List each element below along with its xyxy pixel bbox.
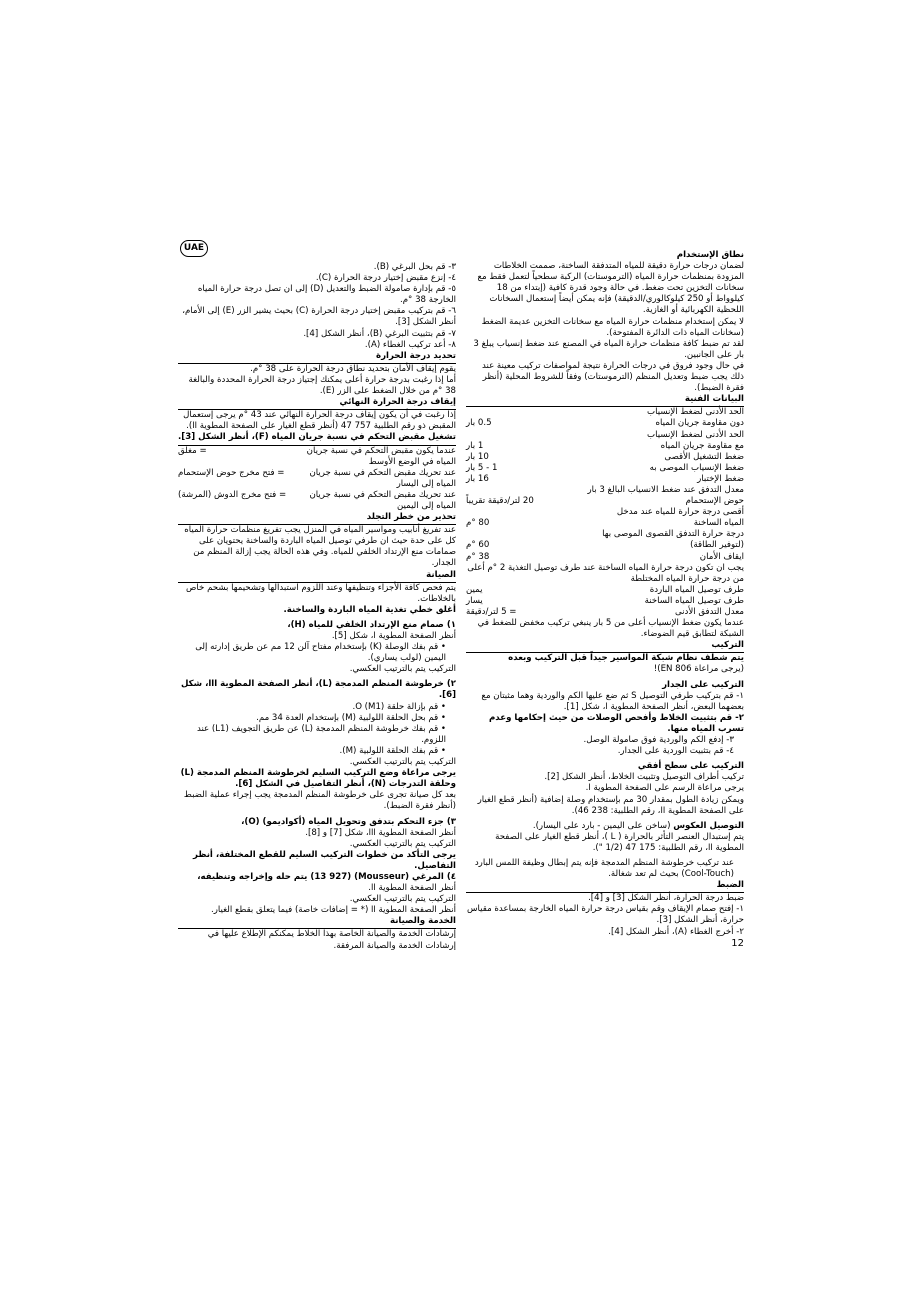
m1-text: التركيب يتم بالترتيب العكسي. xyxy=(349,664,456,675)
adjust-step: ٣- قم بحل البرغي (B). xyxy=(373,262,456,272)
tech-data-value xyxy=(466,529,556,540)
m4-title: ٤) المرغي (Mousseur) (13 927) يتم حله وإخراجه وتنظيفه، xyxy=(197,871,456,882)
tech-data-label: أقصى درجة حرارة للمياه عند مدخل xyxy=(616,507,744,518)
tech-data-value: يسار xyxy=(466,595,483,606)
m2-text: • قم بفك خرطوشة المنظم المدمجة (L) عن طريق التجويف (L1) عند اللزوم. xyxy=(196,723,446,745)
tech-data-label: طرف توصيل المياه الساخنة xyxy=(644,595,744,606)
reverse-title: التوصيل العكوس xyxy=(673,820,744,831)
wall-step: ٤- قم بتثبيت الوردية على الجدار. xyxy=(617,746,734,757)
m1-title: ١) صمام منع الإرتداد الخلفي للمياه (H)، xyxy=(287,619,456,630)
flow-option-result: = فتح مخرج حوض الإستحمام xyxy=(178,467,285,478)
tech-data-value: يمين xyxy=(466,584,483,595)
adjust-step: ٥- قم بإدارة صامولة الضبط والتعديل (D) إلى ان تصل درجة حرارة المياه الخارجة 38 °م. xyxy=(197,284,456,306)
cool-touch-note: عند تركيب خرطوشة المنظم المدمجة فإنه يتم إبطال وظيفة اللمس البارد (Cool-Touch) بحيث لم تعد شغالة. xyxy=(474,857,734,880)
tech-note: عندما يكون ضغط الإنسياب أعلى من 5 بار ينبغي تركيب مخفض للضغط في الشبكة لتطابق قيم الضوضاء. xyxy=(477,618,744,640)
wall-step: ١- قم بتركيب طرفي التوصيل S ثم ضع عليها الكم والوردية وهما مثبتان مع بعضهما البعض، أنظر الصفحة المطوية ا، شكل [1]. xyxy=(481,690,744,712)
tech-data-value: 1 بار xyxy=(466,440,484,451)
tech-data-row xyxy=(466,496,744,507)
scope-title: نطاق الإستخدام xyxy=(676,250,744,260)
flow-option xyxy=(178,490,456,512)
m3-note: يرجى التأكد من خطوات التركيب السليم للقطع المختلفة، أنظر التفاصيل. xyxy=(192,849,456,871)
flow-option xyxy=(178,468,456,490)
tech-data-label: ضغط التشغيل الأقصى xyxy=(664,451,744,462)
tech-data-row xyxy=(466,529,744,540)
tech-data-value xyxy=(466,507,556,518)
tech-data-label: ايقاف الأمان xyxy=(699,551,744,562)
flat-text: تركيب أطراف التوصيل وتثبيت الخلاط، أنظر الشكل [2]. xyxy=(544,772,744,783)
service-text: إرشادات الخدمة والصيانة الخاصة بهذا الخلاط يمكنكم الإطلاع عليها في إرشادات الخدمة والصيانة المرفقة. xyxy=(207,929,456,951)
m2-text: • قم بفك الحلقة اللولبية (M). xyxy=(339,745,446,756)
tech-data-value: = 5 لتر/دقيقة xyxy=(466,607,517,617)
adjust-step: ٧- قم بتثبيت البرغي (B)، أنظر الشكل [4]. xyxy=(303,328,456,339)
reverse-text: يتم إستبدال العنصر التأثر بالحرارة ( L )، أنظر قطع الغيار على الصفحة المطوية اا، رقم الطلبية: 175 47 (1/2 "). xyxy=(495,831,744,853)
flow-title: تشغيل مقبض التحكم في نسبة جريان المياه (F)، أنظر الشكل [3]. xyxy=(178,432,456,445)
tech-data-value: 1 - 5 بار xyxy=(466,462,498,473)
tech-data-label: الحد الأدنى لضغط الإنسياب xyxy=(647,429,744,440)
adjust-step: ٨- أعد تركيب الغطاء (A). xyxy=(364,339,456,350)
tech-data-label: حوض الإستحمام xyxy=(685,496,744,507)
adjust-step: ٤- إنزع مقبض إختيار درجة الحرارة (C). xyxy=(315,273,456,284)
right-column xyxy=(466,250,744,949)
uae-badge: UAE xyxy=(180,240,208,257)
tech-data-value: 10 بار xyxy=(466,451,489,462)
tech-data-row xyxy=(466,607,744,618)
install-norm: (يرجى مراعاة EN 806)! xyxy=(653,664,744,675)
m2-text: • قم بحل الحلقة اللولبية (M) بإستخدام العدة 34 مم. xyxy=(256,712,446,723)
tech-data-label: دون مقاومة جريان المياه xyxy=(655,418,744,429)
tech-data-label: طرف توصيل المياه الباردة xyxy=(649,584,744,595)
m1-text: أنظر الصفحة المطوية ا، شكل [5]. xyxy=(331,631,456,641)
temp-limit-text: يقوم إيقاف الأمان بتحديد نطاق درجة الحرارة على 38 °م. xyxy=(250,363,456,374)
install-title: التركيب xyxy=(466,640,744,653)
tech-data-value: 0.5 بار xyxy=(466,418,492,429)
m3-title: ٣) جزء التحكم بتدفق وتحويل المياه (أكواديمو) (O)، xyxy=(241,816,456,827)
maintenance-text: يتم فحص كافة الأجزاء وتنظيفها وعند اللزوم استبدالها وتشحيمها بشحم خاص بالخلاطات. xyxy=(186,582,456,604)
tech-data-value: 20 لتر/دقيقة تقريباً xyxy=(466,496,534,507)
final-stop-title: إيقاف درجة الحرارة النهائي xyxy=(178,397,456,410)
scope-paragraph: لا يمكن إستخدام منظمات حرارة المياه مع سخانات التخزين عديمة الضغط (سخانات المياه ذات الدائرة المفتوحة). xyxy=(481,316,744,338)
tech-data-table xyxy=(466,407,744,562)
adjust-title: الضبط xyxy=(466,880,744,893)
service-title: الخدمة والصيانة xyxy=(178,916,456,929)
tech-data-table-2 xyxy=(466,585,744,618)
tech-data-label: الحد الأدنى لضغط الإنسياب xyxy=(647,407,744,418)
flow-option-result: = مغلق xyxy=(178,445,207,456)
page-number: 12 xyxy=(731,937,744,949)
scope-paragraph: في حال وجود فروق في درجات الحرارة نتيجة لمواصفات تركيب معينة عند ذلك يجب ضبط وتعديل المنظم (الترموستات) وفقاً للشروط المحلية (أنظر فقرة الضبط). xyxy=(481,360,744,394)
flow-option-desc: عند تحريك مقبض التحكم في نسبة جريان المياه إلى اليمين xyxy=(309,489,456,511)
final-stop-text: إذا رغبت في أن يكون إيقاف درجة الحرارة النهائي عند 43 °م يرجى إستعمال المقبض ذو رقم الطلبية 757 47 (أنظر قطع الغيار على الصفحة المطوية اا). xyxy=(183,410,456,432)
flow-option-desc: عند تحريك مقبض التحكم في نسبة جريان المياه إلى اليسار xyxy=(309,467,456,489)
flat-title: التركيب على سطح أفقي xyxy=(637,761,744,772)
m2-text: • قم بإزالة حلقة O (M1). xyxy=(352,701,446,712)
adjust-step: ٢- أخرج الغطاء (A)، أنظر الشكل [4]. xyxy=(608,926,744,937)
tech-data-label: معدل التدفق الأدنى xyxy=(674,607,744,617)
m2-title: ٢) خرطوشة المنظم المدمجة (L)، أنظر الصفحة المطوية ااا، شكل [6]. xyxy=(180,679,456,701)
freeze-text: عند تفريغ أنابيب ومواسير المياه في المنزل يجب تفريغ منظمات حرارة المياه كل على حدة حيث ان طرفي توصيل المياه الباردة والساخنة يحتويان على صمامات منع الإرتداد الخلفي للمياه. وفي هذه الحالة يجب إزالة المنظم من الجدار. xyxy=(184,525,456,569)
tech-data-row xyxy=(466,418,744,429)
adjust-step: ضبط درجة الحرارة، أنظر الشكل [3] و [4]. xyxy=(588,893,744,904)
tech-data-row xyxy=(466,596,744,607)
temp-limit-title: تحديد درجة الحرارة xyxy=(178,351,456,364)
tech-data-value: 38 °م xyxy=(466,551,490,562)
adjust-step: ٦- قم بتركيب مقبض إختيار درجة الحرارة (C) بحيث يشير الزر (E) إلى الأمام، أنظر الشكل [3]. xyxy=(182,306,456,328)
install-warning: يتم شطف نظام شبكة المواسير جيداً قبل التركيب وبعده xyxy=(508,653,744,664)
tech-data-row xyxy=(466,485,744,496)
maintenance-title: الصيانة xyxy=(178,570,456,583)
tech-data-value: 16 بار xyxy=(466,473,489,484)
tech-data-row xyxy=(466,407,744,418)
tech-data-label: معدل التدفق عند ضغط الانسياب البالغ 3 بار xyxy=(587,484,744,495)
tech-data-row xyxy=(466,430,744,441)
freeze-title: تحذير من خطر التجلد xyxy=(178,512,456,525)
scope-paragraph: لقد تم ضبط كافة منظمات حرارة المياه في المصنع عند ضغط إنسياب يبلغ 3 بار على الجانبين. xyxy=(473,338,744,360)
tech-data-label: المياه الساخنة xyxy=(693,518,744,529)
tech-data-row xyxy=(466,474,744,485)
m2-note: يرجى مراعاة وضع التركيب السليم لخرطوشة المنظم المدمجة (L) وحلقة التدرجات (N)، أنظر التفاصيل في الشكل [6]. xyxy=(180,768,456,790)
tech-data-row xyxy=(466,463,744,474)
wall-step: ٢- قم بتثبيت الخلاط وأفحص الوصلات من حيث إحكامها وعدم تسرب المياه منها. xyxy=(488,712,744,734)
tech-data-value xyxy=(466,485,556,496)
tech-data-row xyxy=(466,452,744,463)
tech-data-row xyxy=(466,585,744,596)
flow-option xyxy=(178,446,456,468)
m4-text: التركيب يتم بالترتيب العكسي. xyxy=(349,894,456,905)
tech-data-label: مع مقاومة جريان المياه xyxy=(660,440,744,451)
close-supply-note: أغلق خطي تغذية المياه الباردة والساخنة. xyxy=(283,604,456,615)
m3-text: أنظر الصفحة المطوية ااا، شكل [7] و [8]. xyxy=(305,827,456,838)
tech-data-value xyxy=(466,407,556,418)
m4-text: أنظر الصفحة المطوية اا. xyxy=(368,883,456,894)
flow-option-result: = فتح مخرج الدوش (المرشة) xyxy=(178,489,287,500)
temp-limit-text: أما إذا رغبت بدرجة حرارة أعلى يمكنك إجتياز درجة الحرارة المحددة والبالغة 38 °م من خلال الضغط على الزر (E). xyxy=(188,374,456,397)
flat-text: يرجى مراعاة الرسم على الصفحة المطوية ا. xyxy=(585,783,744,794)
tech-data-label: درجة حرارة التدفق القصوى الموصى بها xyxy=(602,529,744,540)
tech-data-title: البيانات الفنية xyxy=(466,394,744,407)
scope-paragraph: لضمان درجات حرارة دقيقة للمياه المتدفقة الساخنة، صممت الخلاطات المزودة بمنظمات حرارة المياه (الترموستات) الركبة سطحياً لتعمل فقط مع سخانات التخزين تحت ضغط. في حالة وجود قدرة كافية (إبتداء من 18 كيلوواط أو 250 كيلوكالوري/الدقيقة) فإنه يمكن أيضاً إستعمال السخانات اللحظية الكهربائية أو الغازية. xyxy=(477,261,744,316)
spare-parts-note: أنظر الصفحة المطوية اا (* = إضافات خاصة) فيما يتعلق بقطع الغيار. xyxy=(210,905,456,916)
adjust-step: ١- إفتح صمام الإيقاف وقم بقياس درجة حرارة المياه الخارجة بمساعدة مقياس حرارة، أنظر الشكل [3]. xyxy=(467,904,744,926)
tech-data-row xyxy=(466,441,744,452)
tech-data-value: 60 °م xyxy=(466,540,490,551)
tech-data-row xyxy=(466,507,744,518)
tech-data-row xyxy=(466,540,744,551)
tech-note: يجب ان تكون درجة حرارة المياه الساخنة عند طرف توصيل التغذية 2 °م أعلى من درجة حرارة المياه المختلطة xyxy=(467,562,744,584)
tech-data-value: 80 °م xyxy=(466,518,490,529)
flat-text: ويمكن زيادة الطول بمقدار 30 مم بإستخدام وصلة إضافية (أنظر قطع الغيار على الصفحة المطوية اا، رقم الطلبية: 238 46). xyxy=(477,794,744,816)
left-column xyxy=(178,262,456,952)
tech-data-row xyxy=(466,518,744,529)
reverse-sub: (ساخن على اليمين - بارد على اليسار). xyxy=(532,820,671,831)
m3-text: التركيب يتم بالترتيب العكسي. xyxy=(349,838,456,849)
wall-step: ٣- إدفع الكم والوردية فوق صامولة الوصل. xyxy=(583,735,734,746)
flow-option-desc: عندما يكون مقبض التحكم في نسبة جريان المياه في الوضع الأوسط xyxy=(306,445,456,467)
m1-text: • قم بفك الوصلة (K) بإستخدام مفتاح آلن 12 مم عن طريق إدارته إلى اليمين (لولب يساري). xyxy=(195,642,446,664)
tech-data-value xyxy=(466,430,556,441)
tech-data-label: ضغط الإختبار xyxy=(697,473,744,484)
tech-data-row xyxy=(466,552,744,563)
tech-data-label: ضغط الإنسياب الموصى به xyxy=(649,462,744,473)
m2-text: بعد كل صيانة تجرى على خرطوشة المنظم المدمجة يجب إجراء عملية الضبط (أنظر فقرة الضبط). xyxy=(183,790,456,812)
m2-text: التركيب يتم بالترتيب العكسي. xyxy=(349,757,456,768)
wall-title: التركيب على الجدار xyxy=(662,679,744,690)
tech-data-label: (لتوفير الطاقة) xyxy=(690,540,744,551)
